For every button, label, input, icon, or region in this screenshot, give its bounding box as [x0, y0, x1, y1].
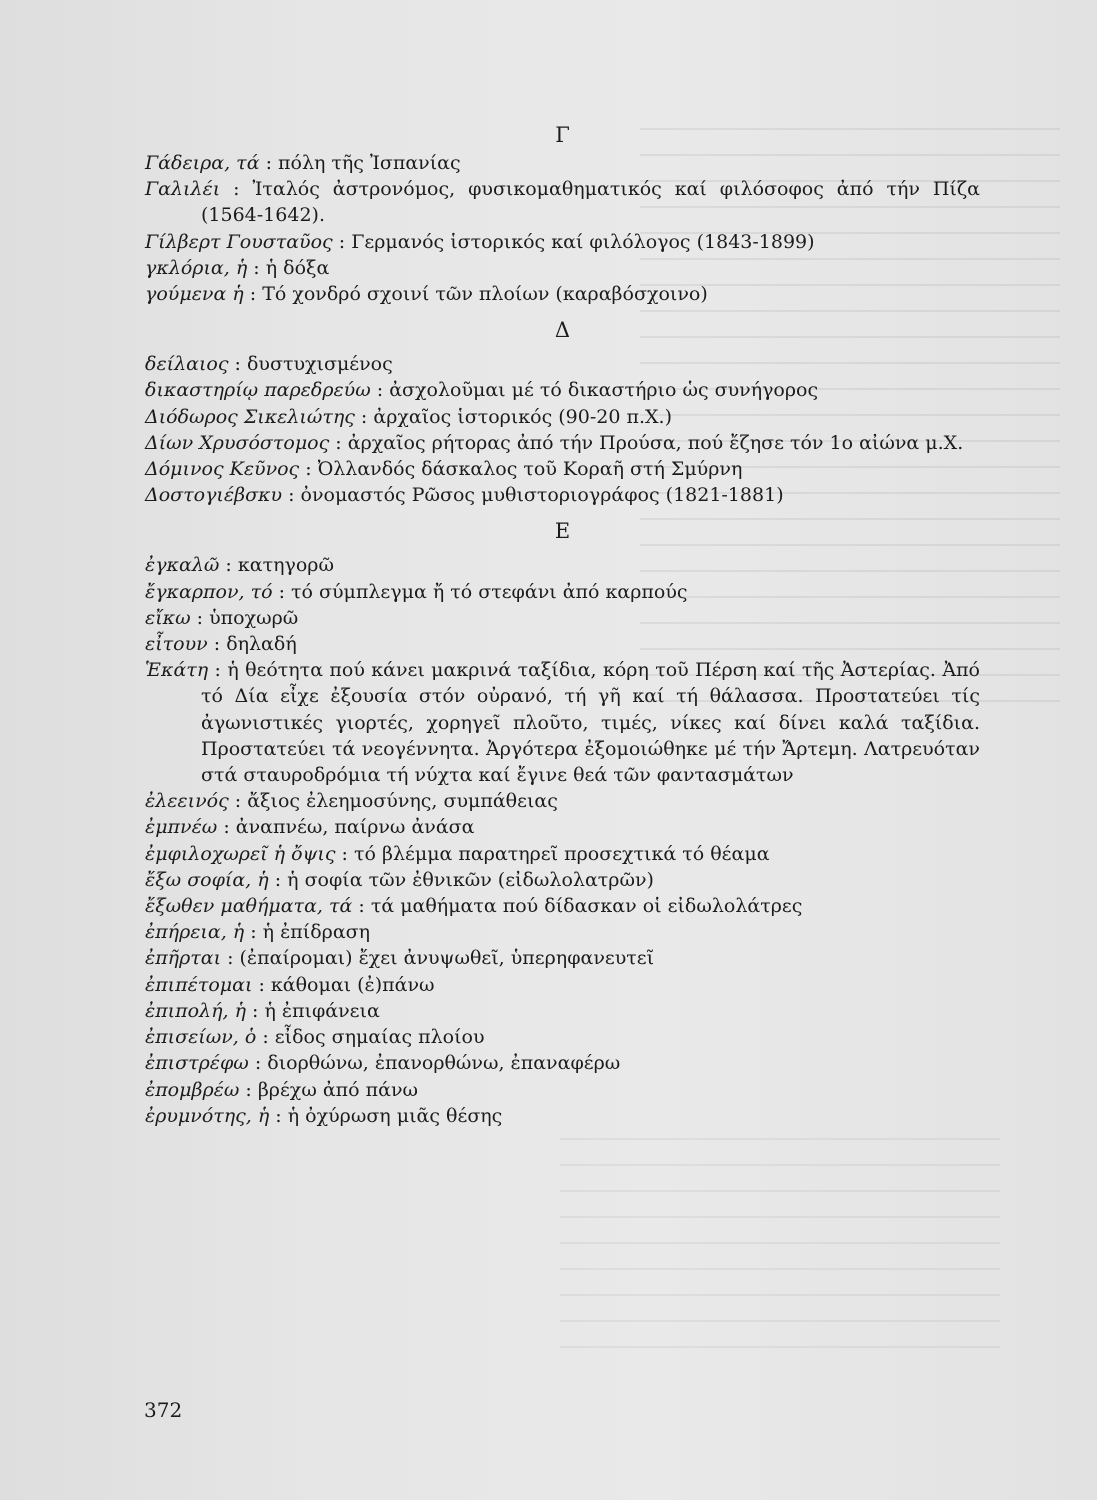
entry-definition: κατηγορῶ — [237, 554, 334, 577]
glossary-entry: εἶτουν : δηλαδή — [145, 633, 297, 656]
entry-definition: ἀναπνέω, παίρνω ἀνάσα — [235, 816, 475, 839]
entry-definition: ἀρχαῖος ἱστορικός (90-20 π.Χ.) — [373, 405, 673, 428]
entry-term: γούμενα ἡ — [145, 283, 244, 306]
entry-definition: ἄξιος ἐλεημοσύνης, συμπάθειας — [247, 790, 558, 813]
entry-term: ἔγκαρπον, τό — [145, 580, 273, 603]
glossary-entry: ἐγκαλῶ : κατηγορῶ — [145, 554, 334, 577]
entry-definition: δηλαδή — [226, 633, 297, 656]
glossary-entry: ἐλεεινός : ἄξιος ἐλεημοσύνης, συμπάθειας — [145, 790, 558, 813]
entry-definition: ἡ σοφία τῶν ἐθνικῶν (εἰδωλολατρῶν) — [287, 868, 654, 891]
entry-term: ἐγκαλῶ — [145, 554, 220, 577]
entry-definition: εἶδος σημαίας πλοίου — [274, 1026, 485, 1049]
entry-term: γκλόρια, ἡ — [145, 256, 248, 279]
entry-definition: Τό χονδρό σχοινί τῶν πλοίων (καραβόσχοινο) — [262, 283, 708, 306]
glossary-entry: ἐπομβρέω : βρέχω ἀπό πάνω — [145, 1078, 419, 1101]
glossary-entry: ἐμφιλοχωρεῖ ἡ ὄψις : τό βλέμμα παρατηρεῖ προσεχτικά τό θέαμα — [145, 842, 770, 865]
section-epsilon — [145, 516, 980, 1128]
glossary-entry: Δίων Χρυσόστομος : ἀρχαῖος ρήτορας ἀπό τήν Προύσα, πού ἔζησε τόν 1ο αἰώνα μ.Χ. — [145, 431, 964, 454]
entry-term: εἴκω — [145, 606, 191, 629]
entry-term: ἐπιστρέφω — [145, 1052, 249, 1075]
entry-term: ἐρυμνότης, ἡ — [145, 1104, 270, 1127]
entry-term: ἐμφιλοχωρεῖ ἡ ὄψις — [145, 842, 336, 865]
entry-definition: πόλη τῆς Ἰσπανίας — [278, 152, 461, 174]
glossary-content — [145, 120, 980, 1129]
section-letter: Ε — [554, 519, 571, 544]
entry-definition: ἡ θεότητα πού κάνει μακρινά ταξίδια, κόρη τοῦ Πέρση καί τῆς Ἀστερίας. Ἀπό τό Δία εἶχε ἐξουσία στόν οὐρανό, τή γῆ καί τή θάλασσα. Προστατεύει τίς ἀγωνιστικές γιορτές, χορηγεῖ πλοῦτο, τιμές, νίκες καί δίνει καλά ταξίδια. Προστατεύει τά νεογέννητα. Ἀργότερα ἐξομοιώθηκε μέ τήν Ἄρτεμη. Λατρευόταν στά σταυροδρόμια τή νύχτα καί ἔγινε θεά τῶν φαντασμάτων — [201, 659, 980, 787]
page-number: 372 — [144, 1398, 183, 1422]
entry-term: Γαλιλέι — [145, 178, 221, 201]
glossary-entry: Ἑκάτη : ἡ θεότητα πού κάνει μακρινά ταξίδια, κόρη τοῦ Πέρση καί τῆς Ἀστερίας. Ἀπό τό Δία εἶχε ἐξουσία στόν οὐρανό, τή γῆ καί τή θάλασσα. Προστατεύει τίς ἀγωνιστικές γιορτές, χορηγεῖ πλοῦτο, τιμές, νίκες καί δίνει καλά ταξίδια. Προστατεύει τά νεογέννητα. Ἀργότερα ἐξομοιώθηκε μέ τήν Ἄρτεμη. Λατρευόταν στά σταυροδρόμια τή νύχτα καί ἔγινε θεά τῶν φαντασμάτων — [145, 659, 980, 787]
section-letter: Δ — [554, 318, 571, 343]
entry-definition: ἡ δόξα — [265, 256, 330, 279]
glossary-entry: Γαλιλέι : Ἰταλός ἀστρονόμος, φυσικομαθηματικός καί φιλόσοφος ἀπό τήν Πίζα (1564-1642). — [145, 178, 980, 227]
entry-term: ἐπομβρέω — [145, 1078, 240, 1101]
glossary-entry: εἴκω : ὑποχωρῶ — [145, 606, 299, 629]
entry-definition: ὀνομαστός Ρῶσος μυθιστοριογράφος (1821-1881) — [300, 484, 784, 507]
entry-term: ἐπήρεια, ἡ — [145, 921, 245, 944]
entry-term: ἐλεεινός — [145, 790, 229, 813]
entry-term: ἐμπνέω — [145, 816, 218, 839]
entry-term: δείλαιος — [145, 353, 229, 376]
glossary-entry: ἐπῆρται : (ἐπαίρομαι) ἔχει ἀνυψωθεῖ, ὑπερηφανευτεῖ — [145, 947, 655, 970]
glossary-entry: δικαστηρίῳ παρεδρεύω : ἀσχολοῦμαι μέ τό δικαστήριο ὡς συνήγορος — [145, 379, 819, 402]
entry-definition: ἡ ἐπιφάνεια — [264, 999, 380, 1022]
entry-definition: ἡ ἐπίδραση — [262, 921, 371, 944]
entry-definition: ἡ ὀχύρωση μιᾶς θέσης — [287, 1104, 503, 1127]
entry-term: Δίων Χρυσόστομος — [145, 431, 330, 454]
entry-term: Δόμινος Κεῦνος — [145, 458, 300, 481]
entry-term: ἔξω σοφία, ἡ — [145, 868, 269, 891]
glossary-entry: ἐπισείων, ὁ : εἶδος σημαίας πλοίου — [145, 1026, 485, 1049]
entry-term: Διόδωρος Σικελιώτης — [145, 405, 355, 428]
entry-term: Ἑκάτη — [145, 659, 209, 682]
entry-definition: τά μαθήματα πού δίδασκαν οἱ εἰδωλολάτρες — [370, 895, 803, 918]
glossary-entry: Γάδειρα, τά : πόλη τῆς Ἰσπανίας — [145, 152, 461, 174]
glossary-entry: ἐπιπέτομαι : κάθομαι (ἐ)πάνω — [145, 973, 435, 996]
entry-definition: (ἐπαίρομαι) ἔχει ἀνυψωθεῖ, ὑπερηφανευτεῖ — [239, 947, 655, 970]
entry-term: Γάδειρα, τά — [145, 152, 260, 174]
glossary-entry: ἔγκαρπον, τό : τό σύμπλεγμα ἤ τό στεφάνι ἀπό καρπούς — [145, 580, 688, 603]
glossary-entry: ἐμπνέω : ἀναπνέω, παίρνω ἀνάσα — [145, 816, 475, 839]
entry-definition: διορθώνω, ἐπανορθώνω, ἐπαναφέρω — [267, 1052, 621, 1075]
glossary-entry: γκλόρια, ἡ : ἡ δόξα — [145, 256, 330, 279]
glossary-entry: Δοστογιέβσκυ : ὀνομαστός Ρῶσος μυθιστοριογράφος (1821-1881) — [145, 484, 784, 507]
glossary-entry: ἐπιπολή, ἡ : ἡ ἐπιφάνεια — [145, 999, 380, 1022]
entry-definition: Γερμανός ἱστορικός καί φιλόλογος (1843-1899) — [351, 230, 815, 253]
entry-definition: κάθομαι (ἐ)πάνω — [270, 973, 435, 996]
entry-definition: τό βλέμμα παρατηρεῖ προσεχτικά τό θέαμα — [353, 842, 770, 865]
entry-definition: Ἰταλός ἀστρονόμος, φυσικομαθηματικός καί φιλόσοφος ἀπό τήν Πίζα (1564-1642). — [201, 178, 980, 227]
glossary-entry: ἐπήρεια, ἡ : ἡ ἐπίδραση — [145, 921, 371, 944]
section-letter: Γ — [555, 123, 570, 147]
entry-definition: βρέχω ἀπό πάνω — [257, 1078, 419, 1101]
entry-term: ἐπιπέτομαι — [145, 973, 253, 996]
glossary-entry: Γίλβερτ Γουσταῦος : Γερμανός ἱστορικός καί φιλόλογος (1843-1899) — [145, 230, 815, 253]
entry-term: Γίλβερτ Γουσταῦος — [145, 230, 333, 253]
entry-definition: ὑποχωρῶ — [209, 606, 299, 629]
glossary-entry: ἐρυμνότης, ἡ : ἡ ὀχύρωση μιᾶς θέσης — [145, 1104, 503, 1127]
entry-definition: δυστυχισμένος — [246, 353, 393, 376]
entry-term: ἐπισείων, ὁ — [145, 1026, 257, 1049]
entry-definition: ἀρχαῖος ρήτορας ἀπό τήν Προύσα, πού ἔζησε τόν 1ο αἰώνα μ.Χ. — [347, 431, 964, 454]
entry-term: ἐπῆρται — [145, 947, 222, 970]
glossary-entry: δείλαιος : δυστυχισμένος — [145, 353, 393, 376]
section-delta — [145, 315, 980, 508]
glossary-entry: ἔξωθεν μαθήματα, τά : τά μαθήματα πού δίδασκαν οἱ εἰδωλολάτρες — [145, 895, 803, 918]
entry-definition: ἀσχολοῦμαι μέ τό δικαστήριο ὡς συνήγορος — [389, 379, 819, 402]
glossary-entry: Δόμινος Κεῦνος : Ὀλλανδός δάσκαλος τοῦ Κοραῆ στή Σμύρνη — [145, 458, 743, 481]
section-gamma — [145, 120, 980, 307]
entry-term: ἔξωθεν μαθήματα, τά — [145, 895, 353, 918]
glossary-entry: ἐπιστρέφω : διορθώνω, ἐπανορθώνω, ἐπαναφέρω — [145, 1052, 621, 1075]
entry-term: Δοστογιέβσκυ — [145, 484, 283, 507]
entry-definition: Ὀλλανδός δάσκαλος τοῦ Κοραῆ στή Σμύρνη — [317, 458, 743, 481]
glossary-entry: Διόδωρος Σικελιώτης : ἀρχαῖος ἱστορικός (90-20 π.Χ.) — [145, 405, 673, 428]
glossary-entry: ἔξω σοφία, ἡ : ἡ σοφία τῶν ἐθνικῶν (εἰδωλολατρῶν) — [145, 868, 654, 891]
entry-term: δικαστηρίῳ παρεδρεύω — [145, 379, 371, 402]
glossary-entry: γούμενα ἡ : Τό χονδρό σχοινί τῶν πλοίων (καραβόσχοινο) — [145, 283, 708, 306]
entry-definition: τό σύμπλεγμα ἤ τό στεφάνι ἀπό καρπούς — [291, 580, 688, 603]
entry-term: εἶτουν — [145, 633, 208, 656]
entry-term: ἐπιπολή, ἡ — [145, 999, 246, 1022]
show-through-text — [560, 1120, 1000, 1370]
